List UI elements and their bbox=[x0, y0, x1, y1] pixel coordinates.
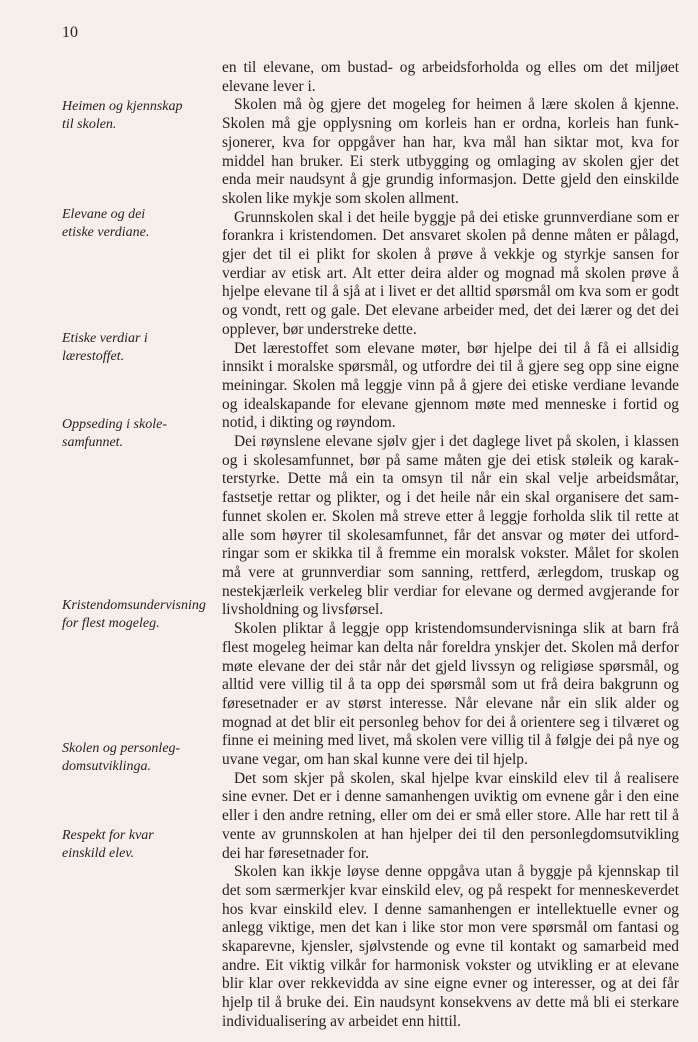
paragraph: Det lærestoffet som elevane møter, bør hjelpe dei til å få ei allsidig innsikt i moralske spørsmål, og utfordre dei til å gjere seg opp sine eigne meiningar. Skolen må leggje vinn på å gjere dei etiske verdiane levande og idealskapande for elevane gjennom møte med menneske i fortid og notid, i dikting og røyndom. bbox=[222, 339, 679, 432]
margin-note-oppseding: Oppseding i skole- samfunnet. bbox=[62, 417, 167, 450]
paragraph: Skolen kan ikkje løyse denne oppgåva utan å byggje på kjennskap til det som særmerkjer kvar einskild elev, og på respekt for menneskeverdet hos kvar einskild elev. I denne samanhengen er intellektuelle evner og anlegg viktige, men det kan i like stor mon vere spørsmål om fantasi og skaparevne, kjensler, sjølvstende og evne til kontakt og samarbeid med andre. Eit viktig vilkår for harmonisk vokster og utvikling er at elevane blir klar over rekkevidda av sine eigne evner og interesser, og at dei får hjelp til å bruke dei. Ein naudsynt konsekvens av dette må bli ei sterkare individualisering av arbeidet enn hittil. bbox=[222, 863, 679, 1030]
paragraph: Dei røynslene elevane sjølv gjer i det daglege livet på skolen, i klassen og i skolesamfunnet, bør på same måten gje dei etisk støleik og karakterstyrke. Dette må ein ta omsyn til når ein skal velje arbeidsmåtar, fastsetje rettar og plikter, og i det heile når ein skal organisere det samfunnet skolen er. Skolen må streve etter å leggje forholda slik til rette at alle som høyrer til skolesamfunnet, får det ansvar og møter dei utfordringar som er skikka til å fremme ein moralsk vokster. Målet for skolen må vere at grunnverdiar som sanning, rettferd, ærlegdom, truskap og nestekjærleik verkeleg blir verdiar for elevane og dermed avgjerande for livsholdning og livsførsel. bbox=[222, 433, 679, 619]
margin-note-etiske-verdiar: Etiske verdiar i lærestoffet. bbox=[62, 331, 148, 364]
margin-note-kristendom: Kristendomsundervisning for flest mogeleg. bbox=[62, 598, 206, 631]
margin-note-respekt: Respekt for kvar einskild elev. bbox=[62, 828, 154, 861]
body-text bbox=[222, 59, 679, 1032]
margin-note-heimen: Heimen og kjennskap til skolen. bbox=[62, 99, 183, 132]
paragraph: Grunnskolen skal i det heile byggje på dei etiske grunnverdiane som er forankra i kristendomen. Det ansvaret skolen på denne måten er pålagd, gjer det til ei plikt for skolen å prøve å vekkje og styrkje sansen for verdiar av etisk art. Alt etter deira alder og mognad må skolen prøve å hjelpe elevane til å sjå at i livet er det alltid spørsmål om kva som er godt og vondt, rett og gale. Det elevane arbeider med, det dei lærer og det dei opplever, bør understreke dette. bbox=[222, 208, 679, 338]
margin-note-personleg: Skolen og personleg- domsutviklinga. bbox=[62, 741, 181, 774]
paragraph: Skolen pliktar å leggje opp kristendomsundervisninga slik at barn frå flest mogeleg heimar kan delta når foreldra ynskjer det. Skolen må derfor møte elevane der dei står når det gjeld livssyn og religiøse spørsmål, og alltid vere villig til å ta opp dei spørsmål som ut frå deira bakgrunn og føresetnader er av størst interesse. Når elevane når ein slik alder og mognad at det blir eit personleg behov for dei å orientere seg i tilværet og finne ei meining med livet, må skolen vere villig til å følgje dei på nye og uvane vegar, om han skal kunne vere dei til hjelp. bbox=[222, 620, 679, 769]
margin-note-elevane: Elevane og dei etiske verdiane. bbox=[62, 207, 150, 240]
paragraph: Skolen må òg gjere det mogeleg for heimen å lære skolen å kjenne. Skolen må gje opplysning om korleis han er ordna, korleis han funksjonerer, kva for oppgåver han har, kva mål han siktar mot, kva for middel han bruker. Ei sterk utbygging og omlaging av skolen gjer det enda meir naudsynt å gje grundig informasjon. Dette gjeld den einskilde skolen like mykje som skolen allment. bbox=[222, 96, 679, 207]
paragraph: Det som skjer på skolen, skal hjelpe kvar einskild elev til å realisere sine evner. Det er i denne samanhengen uviktig om evnene går i den eine eller i den andre retning, eller om dei er små eller store. Alle har rett til å vente av grunnskolen at han hjelper dei til den personlegdomsutvikling dei har føresetnader for. bbox=[222, 769, 679, 862]
paragraph: en til elevane, om bustad- og arbeidsforholda og elles om det miljøet elevane lever i. bbox=[222, 59, 679, 95]
page-number: 10 bbox=[62, 24, 78, 41]
